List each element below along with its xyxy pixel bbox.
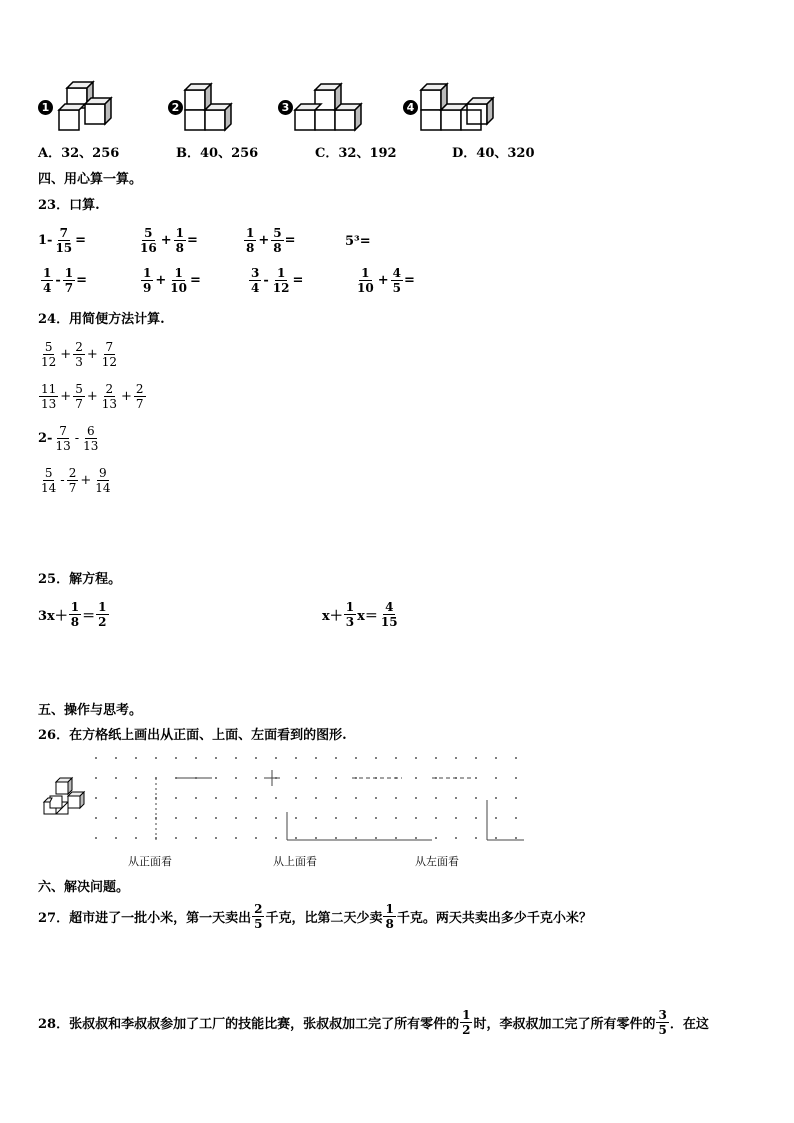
grid-dot: [435, 837, 437, 839]
q25-equation-2: x＋ $\frac{1}{3}$ x＝ $\frac{4}{15}$: [322, 600, 398, 629]
grid-dot: [195, 817, 197, 819]
q23-r1-item-3: $\frac{1}{8}$ + $\frac{5}{8}$ =: [246, 226, 296, 255]
figure-label-1: 1: [38, 100, 53, 115]
grid-dot: [275, 757, 277, 759]
grid-dot: [355, 817, 357, 819]
grid-dot: [235, 817, 237, 819]
grid-dot: [315, 817, 317, 819]
grid-dot: [415, 797, 417, 799]
q23-r1-item-4: 5³=: [345, 234, 371, 249]
grid-dot: [155, 757, 157, 759]
figure-label-2: 2: [168, 100, 183, 115]
grid-dot: [495, 837, 497, 839]
grid-dot: [335, 777, 337, 779]
grid-dot: [335, 837, 337, 839]
grid-dot: [435, 797, 437, 799]
q27-text: 27．超市进了一批小米，第一天卖出 $\frac{2}{5}$ 千克，比第二天少卖 $\frac{1}{8}$ 千克。两天共卖出多少千克小米？: [38, 902, 592, 931]
grid-dot: [135, 817, 137, 819]
grid-dot: [195, 797, 197, 799]
grid-dot: [395, 757, 397, 759]
q23-r2-item-1: $\frac{1}{4}$ - $\frac{1}{7}$ =: [43, 266, 88, 295]
grid-dot: [315, 777, 317, 779]
grid-dot: [255, 757, 257, 759]
grid-dot: [235, 797, 237, 799]
grid-dot: [475, 817, 477, 819]
q26-caption-left: 从左面看: [415, 855, 459, 868]
figure-label-3: 3: [278, 100, 293, 115]
grid-dot: [115, 777, 117, 779]
grid-dot: [275, 817, 277, 819]
grid-dot: [95, 757, 97, 759]
grid-dot: [495, 797, 497, 799]
grid-dot: [195, 837, 197, 839]
grid-dot: [255, 797, 257, 799]
grid-dot: [235, 757, 237, 759]
grid-dot: [515, 837, 517, 839]
q26-caption-front: 从正面看: [128, 855, 172, 868]
grid-dot: [295, 797, 297, 799]
grid-dot: [235, 837, 237, 839]
grid-dot: [475, 757, 477, 759]
grid-dot: [475, 837, 477, 839]
section-6-title: 六、解决问题。: [38, 880, 130, 895]
grid-dot: [275, 837, 277, 839]
choice-c: C．32、192: [315, 146, 397, 161]
grid-dot: [315, 837, 317, 839]
choice-a: A．32、256: [38, 146, 120, 161]
grid-dot: [195, 757, 197, 759]
grid-dot: [335, 757, 337, 759]
grid-dot: [455, 837, 457, 839]
grid-dot: [415, 757, 417, 759]
grid-dot: [235, 777, 237, 779]
grid-dot: [215, 797, 217, 799]
grid-dot: [455, 757, 457, 759]
q26-caption-top: 从上面看: [273, 855, 317, 868]
choice-b: B．40、256: [176, 146, 259, 161]
grid-dot: [295, 817, 297, 819]
grid-dot: [255, 837, 257, 839]
grid-dot: [395, 797, 397, 799]
grid-dot: [515, 817, 517, 819]
grid-dot: [415, 817, 417, 819]
grid-dot: [295, 777, 297, 779]
grid-dot: [395, 817, 397, 819]
grid-dot: [295, 757, 297, 759]
q23-r2-item-4: $\frac{1}{10}$ + $\frac{4}{5}$ =: [357, 266, 415, 295]
q24-expr-2: $\frac{11}{13}$ + $\frac{5}{7}$ + $\frac{2}{13}$ + $\frac{2}{7}$: [41, 382, 144, 411]
grid-dot: [435, 817, 437, 819]
q23-r1-item-2: $\frac{5}{16}$ + $\frac{1}{8}$ =: [140, 226, 198, 255]
grid-dot: [135, 837, 137, 839]
grid-dot: [395, 837, 397, 839]
grid-dot: [335, 797, 337, 799]
grid-dot: [115, 797, 117, 799]
grid-dot: [175, 797, 177, 799]
q26-cube-figure: [40, 776, 92, 824]
section-4-title: 四、用心算一算。: [38, 172, 143, 187]
q23-r2-item-2: $\frac{1}{9}$ + $\frac{1}{10}$ =: [143, 266, 201, 295]
grid-dot: [455, 817, 457, 819]
grid-dot: [355, 797, 357, 799]
grid-dot: [255, 817, 257, 819]
grid-dot: [515, 797, 517, 799]
grid-dot: [475, 777, 477, 779]
grid-dot: [215, 837, 217, 839]
cube-figure-1: [55, 80, 115, 134]
grid-dot: [355, 837, 357, 839]
grid-dot: [115, 837, 117, 839]
q23-r2-item-3: $\frac{3}{4}$ - $\frac{1}{12}$ =: [251, 266, 304, 295]
figure-label-4: 4: [403, 100, 418, 115]
grid-dot: [275, 797, 277, 799]
grid-dot: [295, 837, 297, 839]
grid-dot: [315, 797, 317, 799]
cube-figure-3: [293, 80, 367, 134]
grid-dot: [515, 757, 517, 759]
grid-dot: [95, 817, 97, 819]
q26-title: 26．在方格纸上画出从正面、上面、左面看到的图形.: [38, 728, 347, 743]
grid-dot: [375, 817, 377, 819]
grid-dot: [175, 817, 177, 819]
grid-dot: [335, 817, 337, 819]
grid-dot: [495, 757, 497, 759]
grid-dot: [415, 837, 417, 839]
grid-dot: [215, 777, 217, 779]
q24-expr-3: 2- $\frac{7}{13}$ - $\frac{6}{13}$: [38, 424, 99, 453]
q28-text: 28．张叔叔和李叔叔参加了工厂的技能比赛，张叔叔加工完了所有零件的 $\frac{1}{2}$ 时，李叔叔加工完了所有零件的 $\frac{3}{5}$ ．在这: [38, 1008, 709, 1037]
grid-dot: [415, 777, 417, 779]
grid-dot: [135, 777, 137, 779]
q25-equation-1: 3x＋ $\frac{1}{8}$ ＝ $\frac{1}{2}$: [38, 600, 107, 629]
grid-dot: [135, 757, 137, 759]
grid-dot: [95, 797, 97, 799]
grid-dot: [455, 797, 457, 799]
grid-dot: [215, 817, 217, 819]
grid-dot: [215, 757, 217, 759]
q24-expr-4: $\frac{5}{14}$ - $\frac{2}{7}$ + $\frac{9}{14}$: [41, 466, 111, 495]
q23-r1-item-1: 1- $\frac{7}{15}$ =: [38, 226, 87, 255]
grid-dot: [475, 797, 477, 799]
q26-dot-grid[interactable]: [92, 752, 528, 852]
grid-dot: [95, 837, 97, 839]
grid-dot: [95, 777, 97, 779]
grid-dot: [135, 797, 137, 799]
grid-dot: [355, 757, 357, 759]
grid-dot: [115, 757, 117, 759]
q23-title: 23．口算.: [38, 198, 100, 213]
grid-dot: [375, 837, 377, 839]
grid-dot: [495, 817, 497, 819]
grid-dot: [375, 757, 377, 759]
q24-expr-1: $\frac{5}{12}$ + $\frac{2}{3}$ + $\frac{7}{12}$: [41, 340, 118, 369]
grid-dot: [175, 757, 177, 759]
choice-d: D．40、320: [452, 146, 535, 161]
grid-dot: [375, 797, 377, 799]
grid-dot: [435, 757, 437, 759]
grid-dot: [515, 777, 517, 779]
grid-dot: [255, 777, 257, 779]
section-5-title: 五、操作与思考。: [38, 703, 143, 718]
q24-title: 24．用简便方法计算.: [38, 312, 165, 327]
q25-title: 25．解方程。: [38, 572, 122, 587]
grid-dot: [175, 837, 177, 839]
grid-dot: [315, 757, 317, 759]
cube-figure-4: [419, 80, 503, 134]
grid-dot: [495, 777, 497, 779]
grid-dot: [115, 817, 117, 819]
cube-figure-2: [183, 80, 237, 134]
